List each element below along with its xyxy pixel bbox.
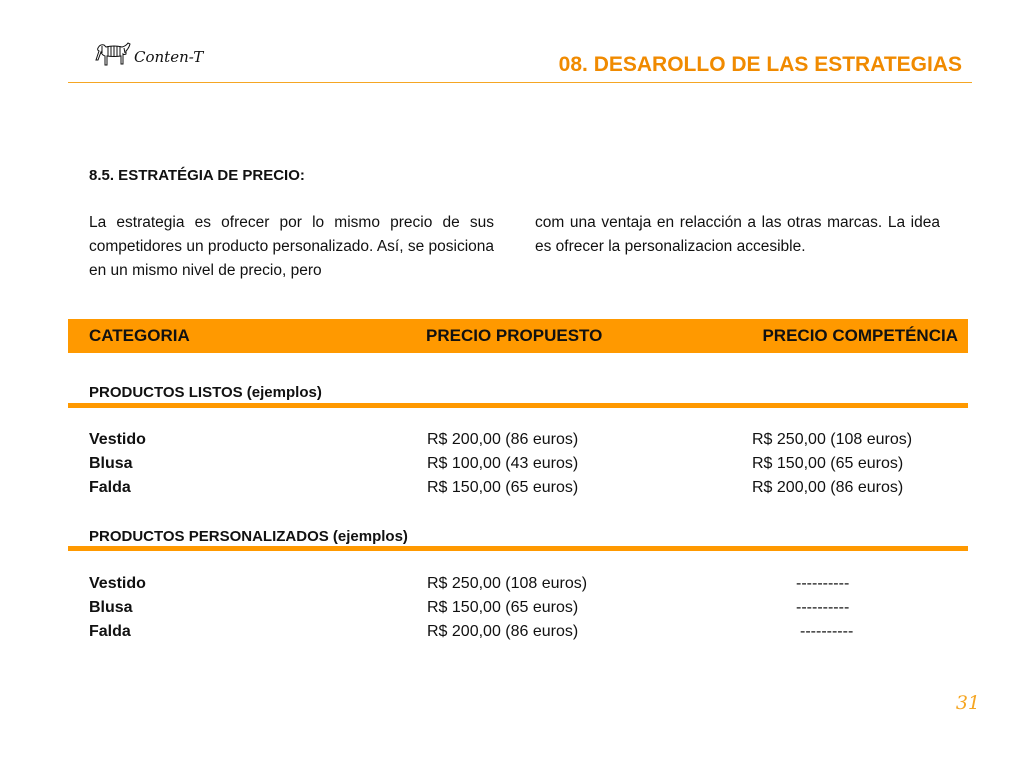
competition-price: R$ 200,00 (86 euros): [752, 479, 904, 496]
table-row: [0, 575, 1024, 599]
competition-price: ----------: [796, 575, 850, 592]
proposed-price: R$ 100,00 (43 euros): [427, 455, 579, 472]
proposed-price: R$ 150,00 (65 euros): [427, 479, 579, 496]
product-name: Vestido: [89, 575, 146, 592]
proposed-price: R$ 250,00 (108 euros): [427, 575, 588, 592]
table-header: [68, 319, 968, 353]
section-heading: 8.5. ESTRATÉGIA DE PRECIO:: [89, 167, 305, 184]
table-row: [0, 431, 1024, 455]
zebra-icon: [92, 40, 132, 72]
group-title-custom: PRODUCTOS PERSONALIZADOS (ejemplos): [89, 528, 408, 545]
page-number: 31: [955, 692, 980, 714]
product-name: Blusa: [89, 599, 133, 616]
competition-price: R$ 250,00 (108 euros): [752, 431, 913, 448]
group-divider: [68, 546, 968, 551]
product-name: Falda: [89, 623, 131, 640]
competition-price: R$ 150,00 (65 euros): [752, 455, 904, 472]
table-row: [0, 479, 1024, 503]
competition-price: ----------: [796, 599, 850, 616]
proposed-price: R$ 200,00 (86 euros): [427, 431, 579, 448]
product-name: Falda: [89, 479, 131, 496]
table-row: [0, 455, 1024, 479]
paragraph-left: La estrategia es ofrecer por lo mismo precio de sus competidores un producto personalizado. Así, se posiciona en un mismo nivel de precio, pero: [89, 214, 494, 279]
group-divider: [68, 403, 968, 408]
paragraph-right: com una ventaja en relacción a las otras marcas. La idea es ofrecer la personalizacion accesible.: [535, 214, 940, 255]
proposed-price: R$ 150,00 (65 euros): [427, 599, 579, 616]
column-header-category: CATEGORIA: [89, 326, 190, 345]
column-header-proposed: PRECIO PROPUESTO: [426, 326, 603, 345]
column-header-competition: PRECIO COMPETÉNCIA: [762, 326, 958, 345]
logo: [92, 40, 232, 74]
group-title-ready: PRODUCTOS LISTOS (ejemplos): [89, 384, 322, 401]
proposed-price: R$ 200,00 (86 euros): [427, 623, 579, 640]
competition-price: ----------: [800, 623, 854, 640]
table-row: [0, 623, 1024, 647]
product-name: Vestido: [89, 431, 146, 448]
logo-text: Conten-T: [134, 48, 204, 66]
header-divider: [68, 82, 972, 83]
page-title: 08. DESAROLLO DE LAS ESTRATEGIAS: [558, 53, 962, 76]
table-row: [0, 599, 1024, 623]
product-name: Blusa: [89, 455, 133, 472]
